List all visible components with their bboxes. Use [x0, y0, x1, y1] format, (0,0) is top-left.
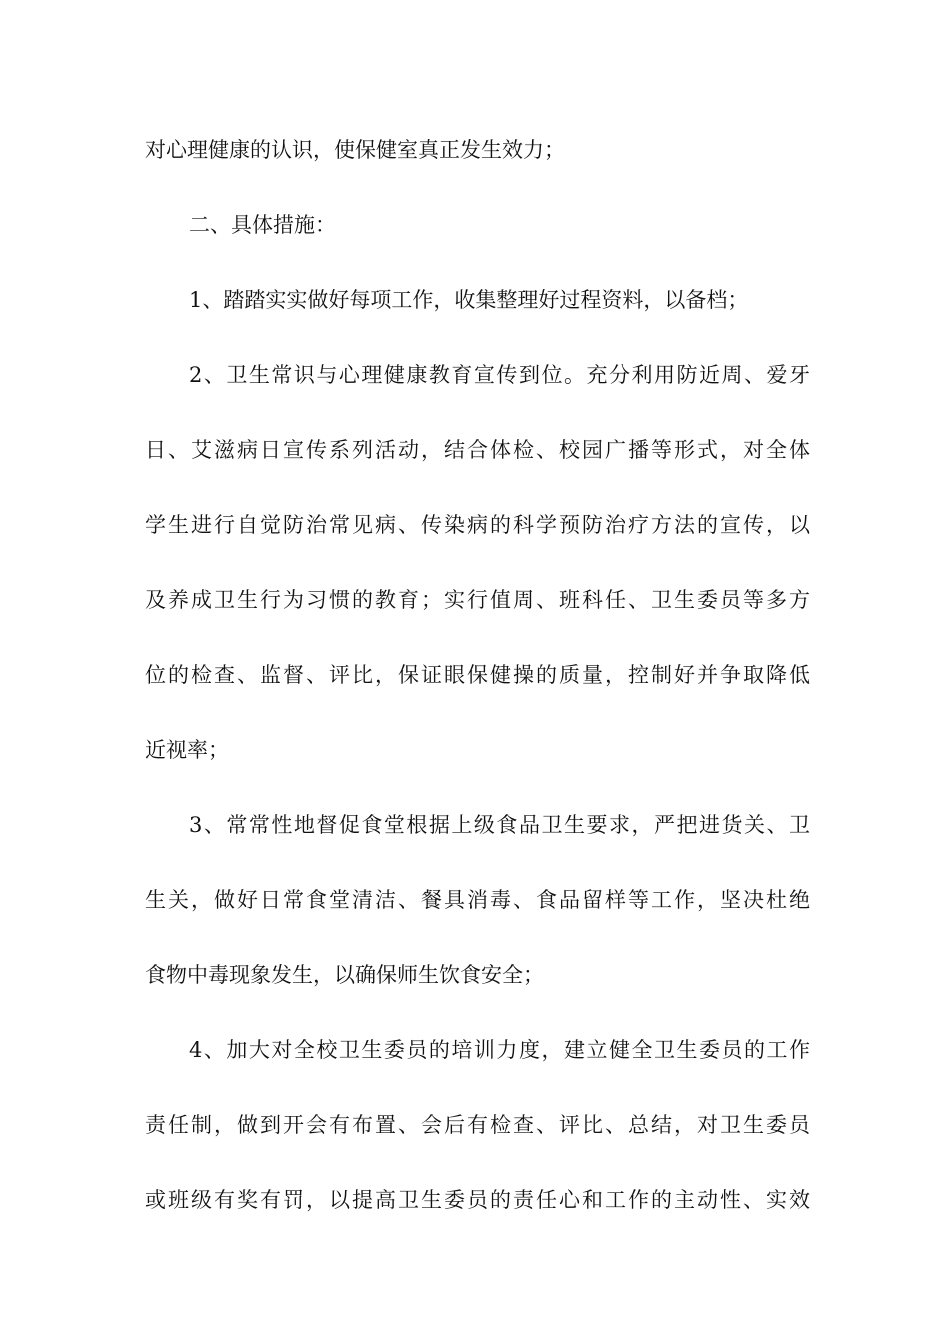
- section-heading: 二、具体措施：: [189, 213, 336, 237]
- text-line: 4、加大对全校卫生委员的培训力度，建立健全卫生委员的工作: [189, 1038, 810, 1062]
- text-line: 食物中毒现象发生，以确保师生饮食安全；: [145, 963, 544, 987]
- text-line: 日、艾滋病日宣传系列活动，结合体检、校园广播等形式，对全体: [145, 438, 810, 462]
- text-line: 或班级有奖有罚，以提高卫生委员的责任心和工作的主动性、实效: [145, 1188, 810, 1212]
- text-line: 对心理健康的认识，使保健室真正发生效力；: [145, 138, 565, 162]
- text-line: 位的检查、监督、评比，保证眼保健操的质量，控制好并争取降低: [145, 663, 810, 687]
- text-line: 及养成卫生行为习惯的教育；实行值周、班科任、卫生委员等多方: [145, 588, 810, 612]
- text-line: 学生进行自觉防治常见病、传染病的科学预防治疗方法的宣传，以: [145, 513, 810, 537]
- text-line: 近视率；: [145, 738, 229, 762]
- text-line: 1、踏踏实实做好每项工作，收集整理好过程资料，以备档；: [189, 288, 749, 312]
- text-line: 2、卫生常识与心理健康教育宣传到位。充分利用防近周、爱牙: [189, 363, 810, 387]
- text-line: 3、常常性地督促食堂根据上级食品卫生要求，严把进货关、卫: [189, 813, 810, 837]
- document-body: [145, 125, 810, 1250]
- text-line: 生关，做好日常食堂清洁、餐具消毒、食品留样等工作，坚决杜绝: [145, 888, 810, 912]
- text-line: 责任制，做到开会有布置、会后有检查、评比、总结，对卫生委员: [145, 1113, 810, 1137]
